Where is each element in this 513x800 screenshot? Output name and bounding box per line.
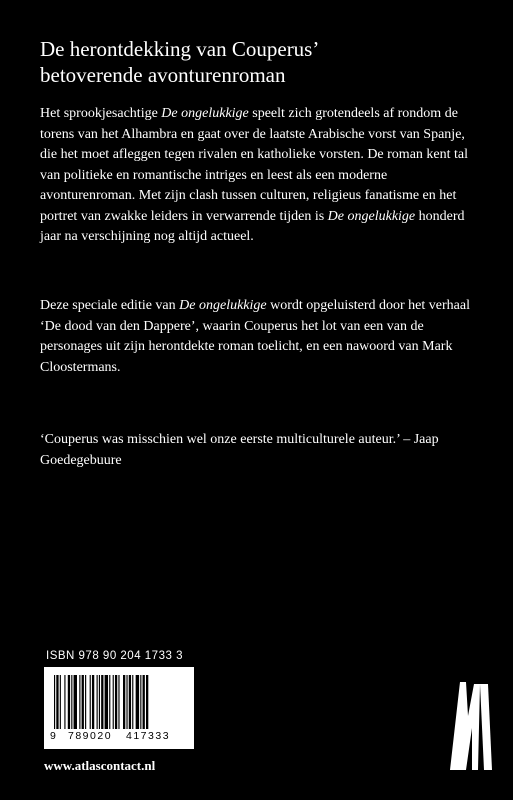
atlas-contact-logo-icon xyxy=(444,676,496,772)
review-quote: ‘Couperus was misschien wel onze eerste multiculturele auteur.’ – Jaap Goedegebuure xyxy=(40,432,439,468)
paragraph-text: speelt zich grotendeels af rondom de torens van het Alhambra en gaat over de laatste Arabische vorst van Spanje, die het moet afleggen tegen rivalen en katholieke vorsten. De roman kent tal van politieke en romantische intriges en leest als een moderne avonturenroman. Met zijn clash tussen culturen, religieus fanatisme en het portret van zwakke leiders in verwarrende tijden is xyxy=(40,106,469,224)
barcode-bar xyxy=(129,675,131,729)
barcode-bar xyxy=(56,675,58,729)
headline-line-1: De herontdekking van Couperus’ xyxy=(40,37,320,61)
barcode-bar xyxy=(71,675,72,729)
barcode-bar xyxy=(79,675,80,729)
barcode-bar xyxy=(85,675,86,729)
barcode-bar xyxy=(118,675,119,729)
barcode-bar xyxy=(74,675,77,729)
paragraph-edition xyxy=(40,296,476,378)
book-title: De ongelukkige xyxy=(327,208,416,224)
barcode-bar xyxy=(126,675,127,729)
publisher-url: www.atlascontact.nl xyxy=(44,758,156,773)
barcode-bar xyxy=(136,675,139,729)
barcode-bar xyxy=(99,675,100,729)
paragraph-text: Deze speciale editie van xyxy=(40,298,180,313)
barcode-bar xyxy=(54,675,55,729)
barcode-bar xyxy=(143,675,145,729)
barcode-bar xyxy=(92,675,94,729)
barcode xyxy=(44,667,194,749)
barcode-bar xyxy=(90,675,91,729)
paragraph-text: honderd jaar na verschijning nog altijd actueel. xyxy=(40,208,465,244)
barcode-bar xyxy=(60,675,61,729)
barcode-first-digit: 9 xyxy=(50,730,56,742)
barcode-bar xyxy=(113,675,114,729)
barcode-bar xyxy=(109,675,110,729)
book-title: De ongelukkige xyxy=(179,298,267,313)
paragraph-synopsis xyxy=(40,104,476,248)
barcode-bar xyxy=(82,675,84,729)
barcode-left-group: 789020 xyxy=(68,730,113,742)
barcode-bar xyxy=(132,675,133,729)
barcode-bar xyxy=(68,675,70,729)
barcode-bar xyxy=(123,675,125,729)
barcode-bar xyxy=(101,675,103,729)
barcode-right-group: 417333 xyxy=(126,730,171,742)
barcode-digits xyxy=(50,730,190,746)
barcode-bar xyxy=(146,675,148,729)
barcode-bar xyxy=(140,675,141,729)
barcode-bar xyxy=(115,675,117,729)
paragraph-text: Het sprookjesachtige xyxy=(40,106,162,121)
barcode-bar xyxy=(105,675,108,729)
barcode-bar xyxy=(97,675,98,729)
barcode-bars xyxy=(54,675,185,729)
barcode-bar xyxy=(64,675,65,729)
book-title: De ongelukkige xyxy=(161,106,249,121)
paragraph-text: wordt opgeluisterd door het verhaal ‘De dood van den Dappere’, waarin Couperus het lot van een van de personages uit zijn herontdekte roman toelicht, en een nawoord van Mark Cloostermans. xyxy=(40,298,470,375)
headline-line-2: betoverende avonturenroman xyxy=(40,63,286,87)
isbn-label: ISBN 978 90 204 1733 3 xyxy=(46,650,183,662)
headline xyxy=(40,36,480,88)
